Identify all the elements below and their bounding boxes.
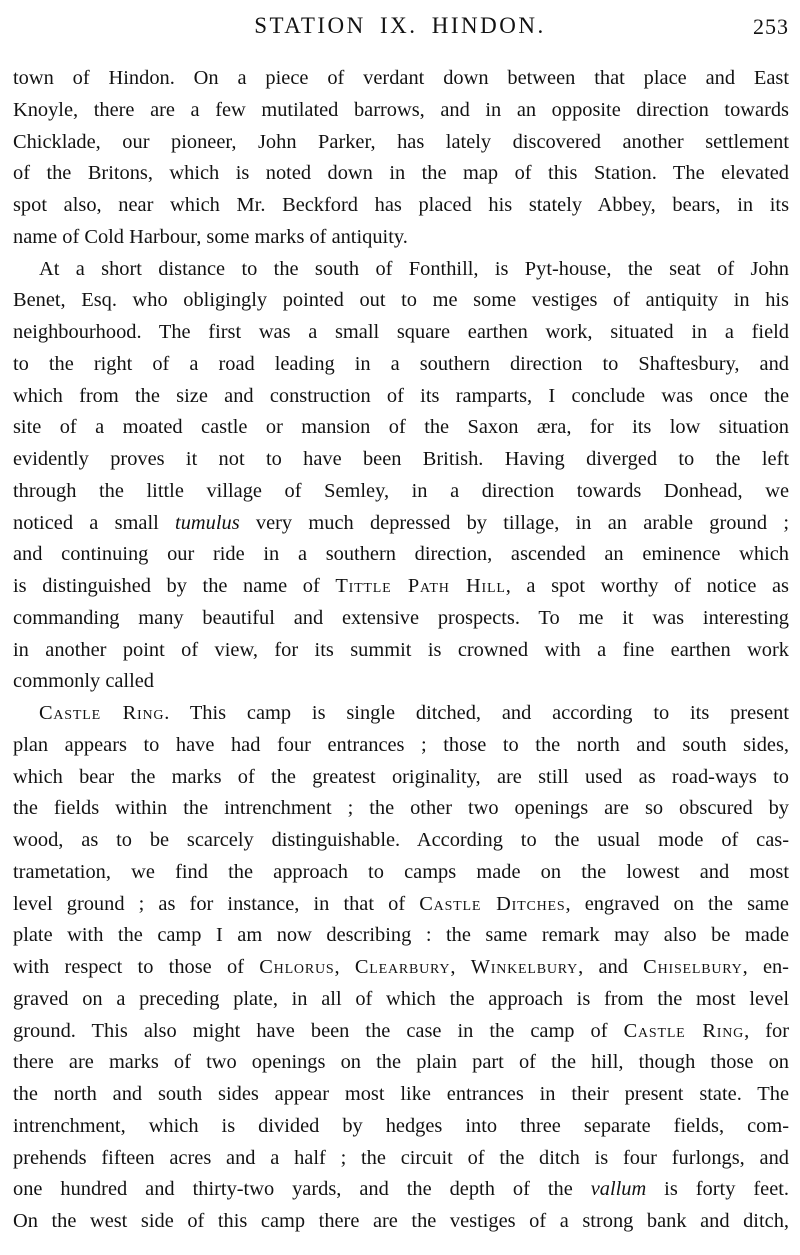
small-caps-text: Chiselbury [643,956,743,978]
text-line [13,603,789,635]
small-caps-text: Castle Ring [623,1019,745,1042]
text-segment: , en- [742,956,789,978]
text-segment: Benet, Esq. who obligingly pointed out to me some vestiges of antiquity in his [13,289,789,312]
text-line [13,1079,789,1111]
text-segment: ground. This also might have been the case in the camp of [13,1019,624,1042]
small-caps-text: Castle Ring [39,702,165,724]
text-line [13,920,789,952]
text-segment: through the little village of Semley, in a direction towards Donhead, we [13,479,789,502]
text-segment: with respect to those of [13,956,260,978]
text-line [13,285,789,317]
text-line [13,381,789,413]
text-segment: site of a moated castle or mansion of the Saxon æra, for its low situation [13,416,789,439]
text-segment: , for [744,1019,789,1042]
text-segment: On the west side of this camp there are the vestiges of a strong bank and ditch, [13,1210,789,1232]
text-segment: level ground ; as for instance, in that of [13,892,420,915]
text-line [13,698,789,730]
text-segment: plate with the camp I am now describing : the same remark may also be made [13,924,789,947]
text-line [13,127,789,159]
text-segment: is forty feet. [646,1178,790,1201]
text-line [13,508,789,540]
italic-text: tumulus [175,511,240,534]
text-line [13,730,789,762]
text-segment: , and [578,956,644,978]
text-segment: evidently proves it not to have been British. Having diverged to the left [13,448,789,470]
text-line [13,349,789,381]
text-segment: neighbourhood. The first was a small square earthen work, situated in a field [13,321,789,343]
text-line [13,412,789,444]
text-segment: , engraved on the same [565,892,789,915]
text-line [13,539,789,571]
text-line [13,857,789,889]
text-line [13,571,789,603]
text-line [13,63,789,95]
text-line [13,889,789,921]
text-segment: trametation, we find the approach to camps made on the lowest and most [13,860,789,883]
text-line [13,190,789,222]
text-segment: spot also, near which Mr. Beckford has placed his stately Abbey, bears, in its [13,194,789,216]
text-segment: the north and south sides appear most like entrances in their present state. The [13,1083,789,1105]
text-segment: commonly called [13,670,154,693]
text-segment: At a short distance to the south of Fonthill, is Pyt-house, the seat of John [39,257,789,280]
text-segment: the fields within the intrenchment ; the other two openings are so obscured by [13,797,789,820]
text-segment: in another point of view, for its summit is crowned with a fine earthen work [13,638,789,661]
text-line [13,1016,789,1048]
text-line [13,635,789,667]
small-caps-text: Chlorus [259,956,335,978]
text-line [13,444,789,476]
text-line [13,222,789,254]
text-segment: is distinguished by the name of [13,575,336,597]
small-caps-text: Clearbury [354,956,451,978]
text-segment: graved on a preceding plate, in all of which the approach is from the most level [13,987,789,1010]
text-segment: Knoyle, there are a few mutilated barrows, and in an opposite direction towards [13,98,789,121]
text-segment: noticed a small [13,511,176,534]
text-segment: intrenchment, which is divided by hedges into three separate fields, com- [13,1114,789,1137]
text-segment: and continuing our ride in a southern direction, ascended an eminence which [13,543,789,566]
text-segment: . This camp is single ditched, and according to its present [164,702,789,724]
text-line [13,666,789,698]
running-title: STATION IX. HINDON. [254,13,546,38]
text-segment: one hundred and thirty-two yards, and the depth of the [13,1178,591,1201]
text-line [13,793,789,825]
text-line [13,762,789,794]
text-line [13,476,789,508]
text-segment: , [450,956,471,978]
text-segment: wood, as to be scarcely distinguishable. According to the usual mode of cas- [13,829,789,851]
text-line [13,1111,789,1143]
text-segment: there are marks of two openings on the plain part of the hill, though those on [13,1051,789,1074]
text-line [13,158,789,190]
text-line [13,1174,789,1206]
small-caps-text: Tittle Path Hill [335,575,506,597]
text-line [13,1143,789,1175]
text-line [13,1206,789,1238]
text-segment: , a spot worthy of notice as [505,575,789,597]
text-segment: commanding many beautiful and extensive prospects. To me it was interesting [13,606,789,629]
text-line [13,825,789,857]
text-segment: to the right of a road leading in a southern direction to Shaftesbury, and [13,352,789,375]
text-segment: which bear the marks of the greatest originality, are still used as road-ways to [13,765,789,788]
text-line [13,317,789,349]
text-segment: plan appears to have had four entrances ; those to the north and south sides, [13,733,789,756]
italic-text: vallum [590,1178,647,1201]
text-segment: very much depressed by tillage, in an arable ground ; [239,511,789,534]
text-segment: , [334,956,355,978]
text-segment: Chicklade, our pioneer, John Parker, has lately discovered another settlement [13,130,789,153]
text-line [13,984,789,1016]
body-text [13,63,789,1238]
text-line [13,1047,789,1079]
page-number: 253 [753,14,789,39]
small-caps-text: Castle Ditches [419,892,566,915]
text-line [13,254,789,286]
text-segment: of the Britons, which is noted down in the map of this Station. The elevated [13,162,789,185]
text-segment: name of Cold Harbour, some marks of antiquity. [13,225,408,248]
text-segment: which from the size and construction of its ramparts, I conclude was once the [13,384,789,407]
small-caps-text: Winkelbury [470,956,579,978]
page-header [0,13,800,45]
text-line [13,95,789,127]
text-segment: prehends fifteen acres and a half ; the circuit of the ditch is four furlongs, and [13,1146,789,1169]
text-line [13,952,789,984]
text-segment: town of Hindon. On a piece of verdant down between that place and East [13,67,789,89]
